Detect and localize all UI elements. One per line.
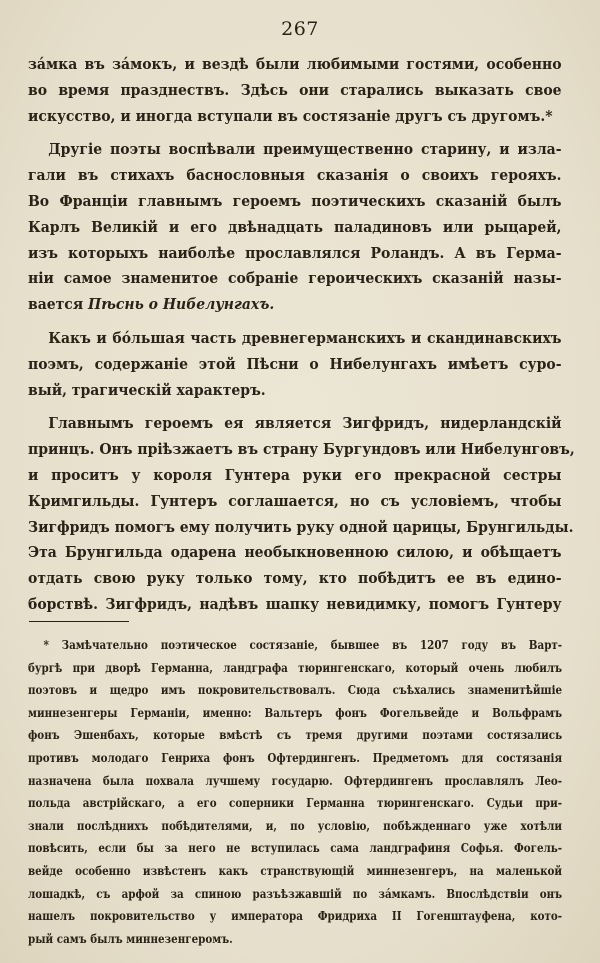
text-line: и проситъ у короля Гунтера руки его прекрасной сестры (28, 465, 562, 484)
footnote-line: поэтовъ и щедро имъ покровительствовалъ. Сюда съѣхались знаменитѣйшіе (28, 683, 563, 698)
text-line: Зигфридъ помогъ ему получить руку одной царицы, Брунгильды. (28, 517, 574, 536)
footnote-line: знали послѣднихъ побѣдителями, и, по условію, побѣжденнаго уже хотѣли (28, 818, 563, 833)
text-line: изъ которыхъ наиболѣе прославлялся Роландъ. А въ Герма- (28, 243, 562, 262)
footnote-line: нашелъ покровительство у императора Фридриха II Гогенштауфена, кото- (28, 909, 563, 924)
footnote-line: рый самъ былъ миннезенгеромъ. (28, 931, 233, 946)
paragraph-3 (28, 326, 562, 403)
text-line (28, 292, 562, 318)
paragraph-1 (28, 52, 562, 129)
text-line: Карлъ Великій и его двѣнадцать паладиновъ или рыцарей, (28, 217, 562, 236)
text-line: отдать свою руку только тому, кто побѣдитъ ее въ едино- (28, 569, 562, 588)
text-line: Другіе поэты воспѣвали преимущественно старину, и изла- (48, 140, 562, 159)
text-line: Эта Брунгильда одарена необыкновенною силою, и обѣщаетъ (28, 543, 562, 562)
text-line: искусство, и иногда вступали въ состязаніе другъ съ другомъ.* (28, 106, 553, 125)
footnote-line: * Замѣчательно поэтическое состязаніе, бывшее въ 1207 году въ Варт- (43, 638, 563, 652)
footnote-line: вейде особенно извѣстенъ какъ странствующій миннезенгеръ, на маленькой (28, 863, 563, 878)
page-number: 267 (281, 18, 319, 40)
text-line: зáмка въ зáмокъ, и вездѣ были любимыми гостями, особенно (28, 55, 562, 73)
footnote-line: фонъ Эшенбахъ, которые вмѣстѣ съ тремя другими поэтами состязались (28, 728, 563, 743)
paragraph-2 (28, 137, 562, 318)
text-line: ніи самое знаменитое собраніе героическихъ сказаній назы- (28, 269, 562, 288)
text-line: Во Франціи главнымъ героемъ поэтическихъ сказаній былъ (28, 191, 562, 210)
footnote-line: повѣсить, если бы за него не вступилась сама ландграфиня Софья. Фогель- (28, 841, 563, 856)
footnote-line: миннезенгеры Германіи, именно: Вальтеръ фонъ Фогельвейде и Вольфрамъ (28, 705, 563, 720)
footnote-divider (29, 621, 129, 622)
footnote (28, 634, 562, 950)
text-line: вый, трагическій характеръ. (28, 380, 266, 399)
footnote-line: бургѣ при дворѣ Германна, ландграфа тюрингенскаго, который очень любилъ (28, 660, 563, 675)
text-line: поэмъ, содержаніе этой Пѣсни о Нибелунгахъ имѣетъ суро- (28, 354, 562, 373)
footnote-line: польда австрійскаго, а его соперники Германна тюрингенскаго. Судьи при- (28, 796, 563, 811)
footnote-line: противъ молодаго Генриха фонъ Офтердингенъ. Предметомъ для состязанія (28, 750, 563, 765)
main-text (28, 52, 575, 626)
text-line: борствѣ. Зигфридъ, надѣвъ шапку невидимку, помогъ Гунтеру (28, 594, 562, 613)
text-line: принцъ. Онъ пріѣзжаетъ въ страну Бургундовъ или Нибелунговъ, (28, 440, 575, 459)
paragraph-4 (28, 411, 575, 617)
text-line: гали въ стихахъ баснословныя сказанія о своихъ герояхъ. (28, 166, 562, 185)
text-line: Кримгильды. Гунтеръ соглашается, но съ условіемъ, чтобы (28, 491, 562, 510)
title-nibelungenlied: Пѣснь о Нибелунгахъ. (88, 295, 275, 314)
footnote-line: назначена была похвала лучшему государю. Офтердингенъ прославлялъ Лео- (28, 773, 563, 788)
text-fragment: вается (28, 295, 89, 314)
footnote-line: лошадкѣ, съ арфой за спиною разъѣзжавшій по зáмкамъ. Впослѣдствіи онъ (28, 886, 563, 901)
text-line: Главнымъ героемъ ея является Зигфридъ, нидерландскій (48, 414, 562, 433)
text-line: Какъ и бóльшая часть древнегерманскихъ и скандинавскихъ (48, 328, 562, 347)
text-line: во время празднествъ. Здѣсь они старались выказать свое (28, 80, 562, 99)
